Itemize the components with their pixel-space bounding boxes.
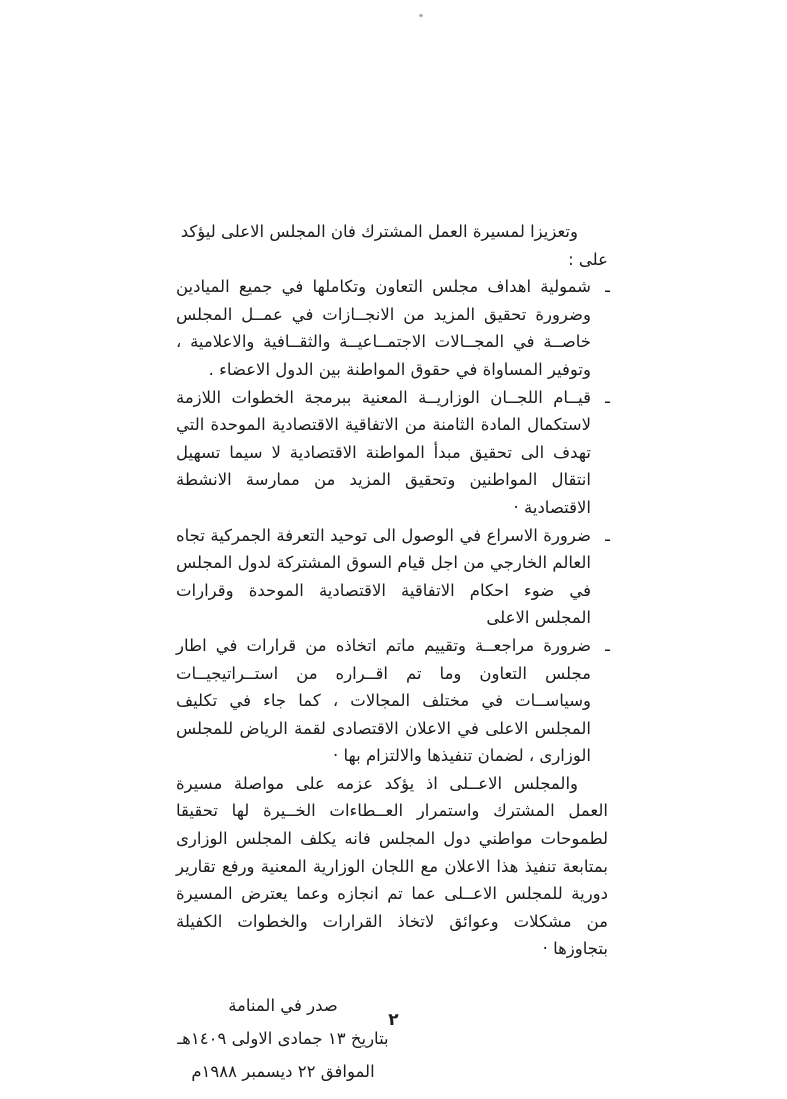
signature-date-gregorian: الموافق ٢٢ ديسمبر ١٩٨٨م	[191, 1062, 375, 1082]
page-number: ٢	[388, 1010, 399, 1030]
bullet-item	[176, 384, 608, 522]
closing-paragraph: والمجلس الاعــلى اذ يؤكد عزمه على مواصلة مسيرة العمل المشترك واستمرار العــطاءات الخــيرة لها تحقيقا لطموحات مواطني دول المجلس فانه يكلف المجلس الوزارى بمتابعة تنفيذ هذا الاعلان مع اللجان الوزارية المعنية ورفع تقارير دورية للمجلس الاعــلى عما تم انجازه وعما يعترض المسيرة من مشكلات وعوائق لاتخاذ القرارات والخطوات الكفيلة بتجاوزها ·	[176, 773, 608, 959]
bullet-item	[176, 522, 608, 632]
bullet-text: ضرورة مراجعــة وتقييم ماتم اتخاذه من قرارات في اطار مجلس التعاون وما تم اقــراره من استــراتيجيــات وسياســات في مختلف المجالات ، كما جاء في تكليف المجلس الاعلى في الاعلان الاقتصادى لقمة الرياض للمجلس الوزارى ، لضمان تنفيذها والالتزام بها ·	[176, 635, 591, 766]
document-text-block	[176, 218, 608, 1088]
bullet-marker: ـ	[605, 525, 610, 545]
signature-block	[174, 989, 392, 1088]
bullet-list	[176, 273, 608, 770]
bullet-marker: ـ	[605, 635, 610, 655]
signature-place: صدر في المنامة	[228, 996, 338, 1016]
bullet-item	[176, 632, 608, 770]
bullet-text: قيــام اللجــان الوزاريــة المعنية ببرمجة الخطوات اللازمة لاستكمال المادة الثامنة من الاتفاقية الاقتصادية الموحدة التي تهدف الى تحقيق مبدأ المواطنة الاقتصادية لا سيما تسهيل انتقال المواطنين وتحقيق المزيد من ممارسة الانشطة الاقتصادية ·	[176, 387, 591, 517]
bullet-text: شمولية اهداف مجلس التعاون وتكاملها في جميع الميادين وضرورة تحقيق المزيد من الانجــازات في عمــل المجلس خاصــة في المجــالات الاجتمــاعيــة والثقــافية والاعلامية ، وتوفير المساواة في حقوق المواطنة بين الدول الاعضاء .	[176, 277, 591, 379]
bullet-item	[176, 273, 608, 383]
scan-artifact-dot	[419, 14, 423, 17]
bullet-marker: ـ	[605, 387, 610, 407]
signature-date-hijri: بتاريخ ١٣ جمادى الاولى ١٤٠٩هـ	[177, 1029, 389, 1049]
intro-paragraph: وتعزيزا لمسيرة العمل المشترك فان المجلس الاعلى ليؤكد على :	[180, 222, 608, 269]
bullet-text: ضرورة الاسراع في الوصول الى توحيد التعرفة الجمركية تجاه العالم الخارجي من اجل قيام السوق المشتركة لدول المجلس في ضوء احكام الاتفاقية الاقتصادية الموحدة وقرارات المجلس الاعلى	[176, 525, 591, 628]
bullet-marker: ـ	[605, 277, 610, 297]
